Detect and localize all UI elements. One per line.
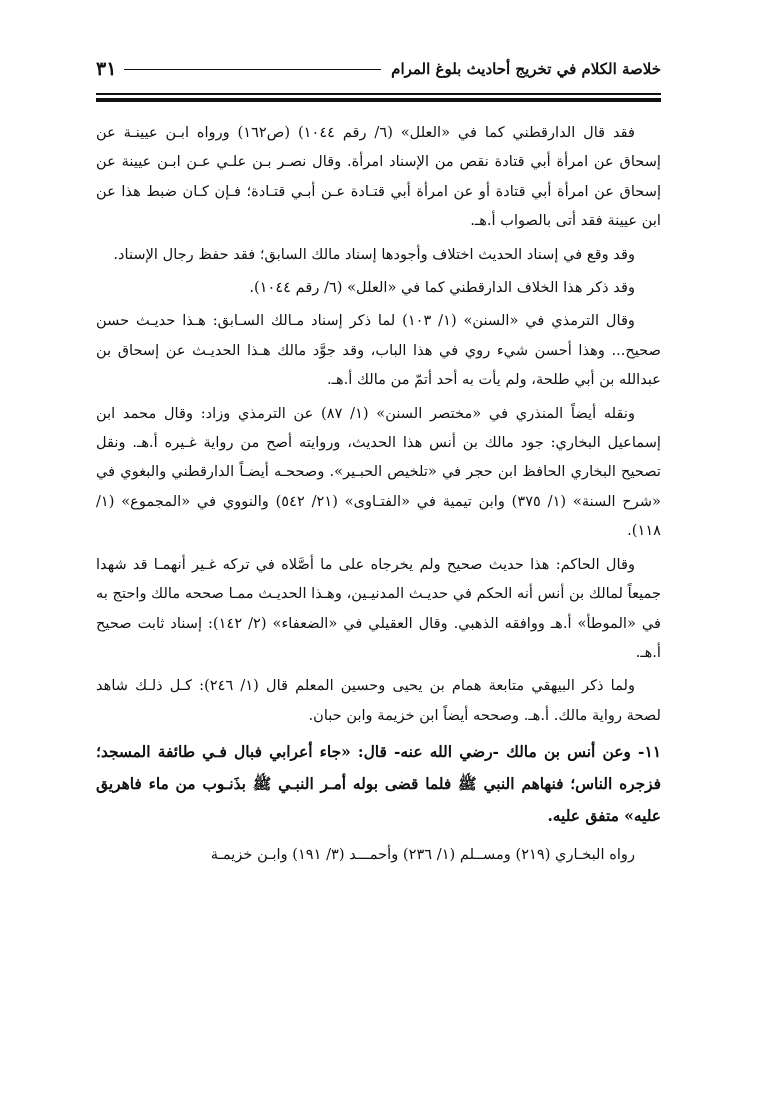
paragraph: ولما ذكر البيهقي متابعة همام بن يحيى وحسين المعلم قال (١/ ٢٤٦): كـل ذلـك شاهد لصحة رواية مالك. أ.هـ. وصححه أيضاً ابن خزيمة وابن حبان. [96, 677, 661, 724]
thick-rule [96, 98, 661, 102]
page-number: ٣١ [96, 58, 117, 80]
paragraph: وقد وقع في إسناد الحديث اختلاف وأجودها إسناد مالك السابق؛ فقد حفظ رجال الإسناد. [113, 245, 635, 263]
paragraph: ونقله أيضاً المنذري في «مختصر السنن» (١/ ٨٧) عن الترمذي وزاد: وقال محمد ابن إسماعيل البخاري: جود مالك بن أنس هذا الحديث، وروايته أصح من رواية غـيره أ.هـ. ونقل تصحيح البخاري الحافظ ابن حجر في «تلخيص الحبـير». وصححـه أيضـاً الدارقطني والبغوي في «شرح السنة» (١/ ٣٧٥) وابن تيمية في «الفتـاوى» (٢١/ ٥٤٢) والنووي في «المجموع» (١/ ١١٨). [96, 404, 661, 540]
body-text [96, 118, 661, 874]
paragraph: فقد قال الدارقطني كما في «العلل» (٦/ رقم ١٠٤٤) (ص١٦٢) ورواه ابـن عيينـة عن إسحاق عن امرأة أبي قتادة نقص من الإسناد امرأة. وقال نصـر بـن علـي عـن ابـن عيينة عن إسحاق عن امرأة أبي قتادة أو عن امرأة أبي قتـادة عـن أبـي قتـادة؛ فـإن كـان ضبط هذا عن ابن عيينة فقد أتى بالصواب أ.هـ. [96, 124, 661, 230]
header-double-rule [96, 93, 661, 105]
running-header [96, 52, 661, 86]
paragraph: وقد ذكر هذا الخلاف الدارقطني كما في «العلل» (٦/ رقم ١٠٤٤). [249, 279, 635, 297]
header-line [124, 69, 381, 70]
final-paragraph: رواه البخـاري (٢١٩) ومســلم (١/ ٢٣٦) وأحمـــد (٣/ ١٩١) وابـن خزيمـة [210, 846, 635, 864]
hadith-text: ١١- وعن أنس بن مالك -رضي الله عنه- قال: «جاء أعرابي فبال فـي طائفة المسجد؛ فزجره الناس؛ فنهاهم النبي ﷺ فلما قضى بوله أمـر النبـي ﷺ بذَنـوب من ماء فاهريق عليه» متفق عليه. [96, 743, 661, 826]
paragraph: وقال الترمذي في «السنن» (١/ ١٠٣) لما ذكر إسناد مـالك السـابق: هـذا حديـث حسن صحيح... وهذا أحسن شيء روي في هذا الباب، وقد جوَّد مالك هـذا الحديـث عن إسحاق بن عبدالله بن أبي طلحة، ولم يأت به أحد أتمّ من مالك أ.هـ. [96, 312, 661, 389]
book-title: خلاصة الكلام في تخريج أحاديث بلوغ المرام [391, 60, 661, 78]
thin-rule [96, 93, 661, 95]
paragraph: وقال الحاكم: هذا حديث صحيح ولم يخرجاه على ما أصَّلاه في تركه غـير أنهمـا قد شهدا جميعاً لمالك بن أنس أنه الحكم في حديـث المدنيـين، وهـذا الحديـث ممـا صححه مالك واحتج به في «الموطأ» أ.هـ ووافقه الذهبي. وقال العقيلي في «الضعفاء» (٢/ ١٤٢): إسناد ثابت صحيح أ.هـ. [96, 555, 662, 661]
